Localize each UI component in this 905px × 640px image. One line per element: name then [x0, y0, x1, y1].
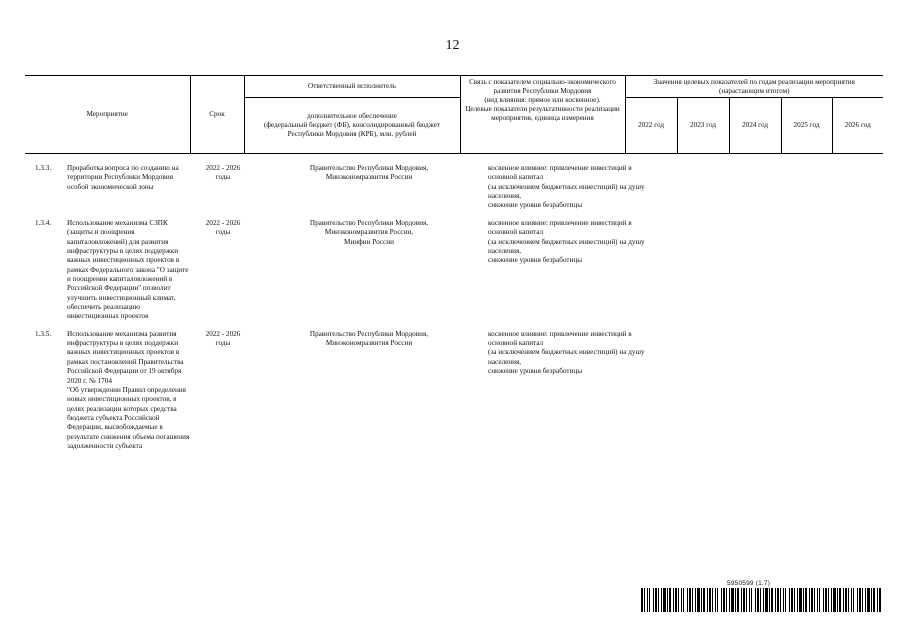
row-link: косвенное влияние: привлечение инвестиций в основной капитал (за исключением бюджетных инвестиций) на душу населения, снижение уровня безработицы [488, 164, 645, 210]
table-row [25, 164, 882, 211]
row-term: 2022 - 2026 годы [205, 329, 241, 348]
row-event: Использование механизма развития инфраструктуры в целях поддержки важных инвестиционных проектов в рамках постановлений Правительства Российской Федерации от 19 октября 2020 г. № 1704 "Об утверждении Правил определения новых инвестиционных проектов, в целях реализации которых средства бюджета субъекта Российской Федерации, высвобождаемые в результате снижения объема погашения задолженности субъекта [67, 329, 190, 451]
row-number: 1.3.5. [35, 329, 52, 338]
barcode-image [641, 588, 883, 612]
row-link: косвенное влияние: привлечение инвестиций в основной капитал (за исключением бюджетных инвестиций) на душу населения, снижение уровня безработицы [488, 329, 645, 376]
table-body [25, 164, 882, 459]
table-row [25, 330, 882, 452]
row-event: Проработка вопроса по созданию на территории Республики Мордовия особой экономической зоны [67, 164, 179, 191]
header-funding: дополнительное обеспечение (федеральный бюджет (ФБ), консолидированный бюджет Республики Мордовия (КРБ), млн. рублей [244, 98, 460, 154]
page-number: 12 [445, 38, 460, 53]
header-event: Мероприятие [25, 76, 190, 154]
row-number: 1.3.4. [35, 218, 52, 227]
header-term: Срок [190, 76, 244, 154]
row-number: 1.3.3. [35, 164, 52, 172]
header-year-2025: 2025 год [781, 98, 832, 154]
header-year-2022: 2022 год [625, 98, 677, 154]
row-term: 2022 - 2026 годы [205, 218, 241, 237]
header-year-2023: 2023 год [677, 98, 729, 154]
table-header [25, 75, 883, 154]
header-values: Значения целевых показателей по годам реализации мероприятия (нарастающим итогом) [625, 76, 883, 98]
table-row [25, 219, 882, 322]
barcode-number: 5950599 (1.7) [727, 580, 771, 587]
row-responsible: Правительство Республики Мордовия, Минэкономразвития России [309, 164, 429, 182]
row-event: Использование механизма СЗПК (защиты и поощрения капиталовложений) для развития инфраструктуры в целях поддержки важных инвестиционных проектов в рамках Федерального закона "О защите и поощрении капиталовложений в Российской Федерации" позволит улучшить инвестиционный климат, обеспечить реализацию инвестиционных проектов [67, 218, 189, 321]
row-link: косвенное влияние: привлечение инвестиций в основной капитал (за исключением бюджетных инвестиций) на душу населения, снижение уровня безработицы [488, 218, 645, 265]
row-term: 2022 - 2026 годы [205, 164, 241, 182]
header-responsible: Ответственный исполнитель [244, 76, 460, 98]
row-responsible: Правительство Республики Мордовия, Минэкономразвития России, Минфин России [309, 218, 429, 246]
row-responsible: Правительство Республики Мордовия, Минэкономразвития России [309, 329, 429, 348]
header-link: Связь с показателем социально-экономического развития Республики Мордовия (вид влияния: прямое или косвенное). Целевые показатели результативности реализации мероприятия, единица измерения [460, 76, 625, 154]
header-year-2026: 2026 год [832, 98, 883, 154]
header-year-2024: 2024 год [729, 98, 781, 154]
